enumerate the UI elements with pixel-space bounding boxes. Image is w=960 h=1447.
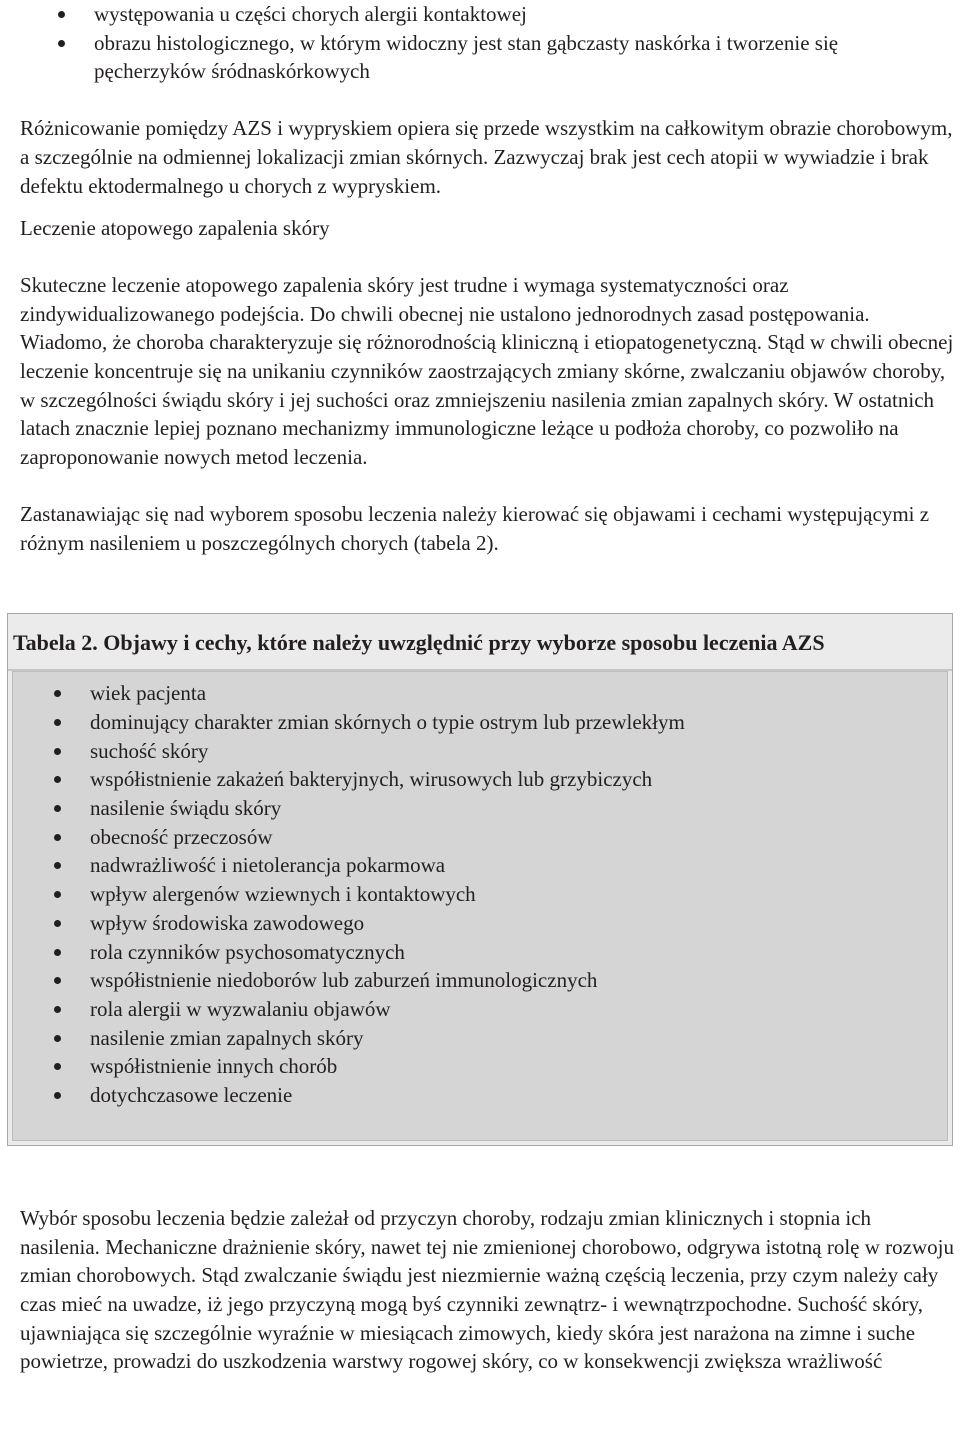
table-item: rola czynników psychosomatycznych <box>13 938 947 967</box>
table-item-list <box>13 679 947 1110</box>
table-item: współistnienie innych chorób <box>13 1052 947 1081</box>
list-item: obrazu histologicznego, w którym widoczny jest stan gąbczasty naskórka i tworzenie się pęcherzyków śródnaskórkowych <box>20 29 955 86</box>
table-body <box>12 671 948 1141</box>
paragraph-treatment: Skuteczne leczenie atopowego zapalenia skóry jest trudne i wymaga systematyczności oraz zindywidualizowanego podejścia. Do chwili obecnej nie ustalono jednorodnych zasad postępowania. Wiadomo, że choroba charakteryzuje się różnorodnością kliniczną i etiopatogenetyczną. Stąd w chwili obecnej leczenie koncentruje się na unikaniu czynników zaostrzających zmiany skórne, zwalczaniu objawów choroby, w szczególności świądu skóry i jej suchości oraz zmniejszeniu nasilenia zmian zapalnych skóry. W ostatnich latach znacznie lepiej poznano mechanizmy immunologiczne leżące u podłoża choroby, co pozwoliło na zaproponowanie nowych metod leczenia. <box>20 272 954 470</box>
table-item: nadwrażliwość i nietolerancja pokarmowa <box>13 851 947 880</box>
table-item: obecność przeczosów <box>13 823 947 852</box>
paragraph-choice: Zastanawiając się nad wyborem sposobu leczenia należy kierować się objawami i cechami występującymi z różnym nasileniem u poszczególnych chorych (tabela 2). <box>20 501 930 555</box>
document-page <box>13 0 955 1376</box>
top-bullet-list <box>20 0 955 86</box>
table-title: Tabela 2. Objawy i cechy, które należy uwzględnić przy wyborze sposobu leczenia AZS <box>8 614 952 671</box>
section-heading: Leczenie atopowego zapalenia skóry <box>20 216 330 241</box>
table-item: suchość skóry <box>13 737 947 766</box>
paragraph-treatment-choice: Wybór sposobu leczenia będzie zależał od przyczyn choroby, rodzaju zmian klinicznych i stopnia ich nasilenia. Mechaniczne drażnienie skóry, nawet tej nie zmienionej chorobowo, odgrywa istotną rolę w rozwoju zmian chorobowych. Stąd zwalczanie świądu jest niezmiernie ważną częścią leczenia, przy czym należy cały czas mieć na uwadze, iż jego przyczyną mogą byś czynniki zewnątrz- i wewnątrzpochodne. Suchość skóry, ujawniająca się szczególnie wyraźnie w miesiącach zimowych, kiedy skóra jest narażona na zimne i suche powietrze, prowadzi do uszkodzenia warstwy rogowej skóry, co w konsekwencji zwiększa wrażliwość <box>20 1205 954 1374</box>
list-item: występowania u części chorych alergii kontaktowej <box>20 0 955 29</box>
table-item: dominujący charakter zmian skórnych o typie ostrym lub przewlekłym <box>13 708 947 737</box>
table-item: nasilenie świądu skóry <box>13 794 947 823</box>
table-item: wiek pacjenta <box>13 679 947 708</box>
table-item: współistnienie niedoborów lub zaburzeń immunologicznych <box>13 966 947 995</box>
paragraph-differentiation: Różnicowanie pomiędzy AZS i wypryskiem opiera się przede wszystkim na całkowitym obrazie chorobowym, a szczególnie na odmiennej lokalizacji zmian skórnych. Zazwyczaj brak jest cech atopii w wywiadzie i brak defektu ektodermalnego u chorych z wypryskiem. <box>20 116 953 198</box>
table-item: wpływ alergenów wziewnych i kontaktowych <box>13 880 947 909</box>
table-item: wpływ środowiska zawodowego <box>13 909 947 938</box>
table-2 <box>7 613 953 1146</box>
table-item: nasilenie zmian zapalnych skóry <box>13 1024 947 1053</box>
table-item: rola alergii w wyzwalaniu objawów <box>13 995 947 1024</box>
table-item: dotychczasowe leczenie <box>13 1081 947 1110</box>
table-item: współistnienie zakażeń bakteryjnych, wirusowych lub grzybiczych <box>13 765 947 794</box>
